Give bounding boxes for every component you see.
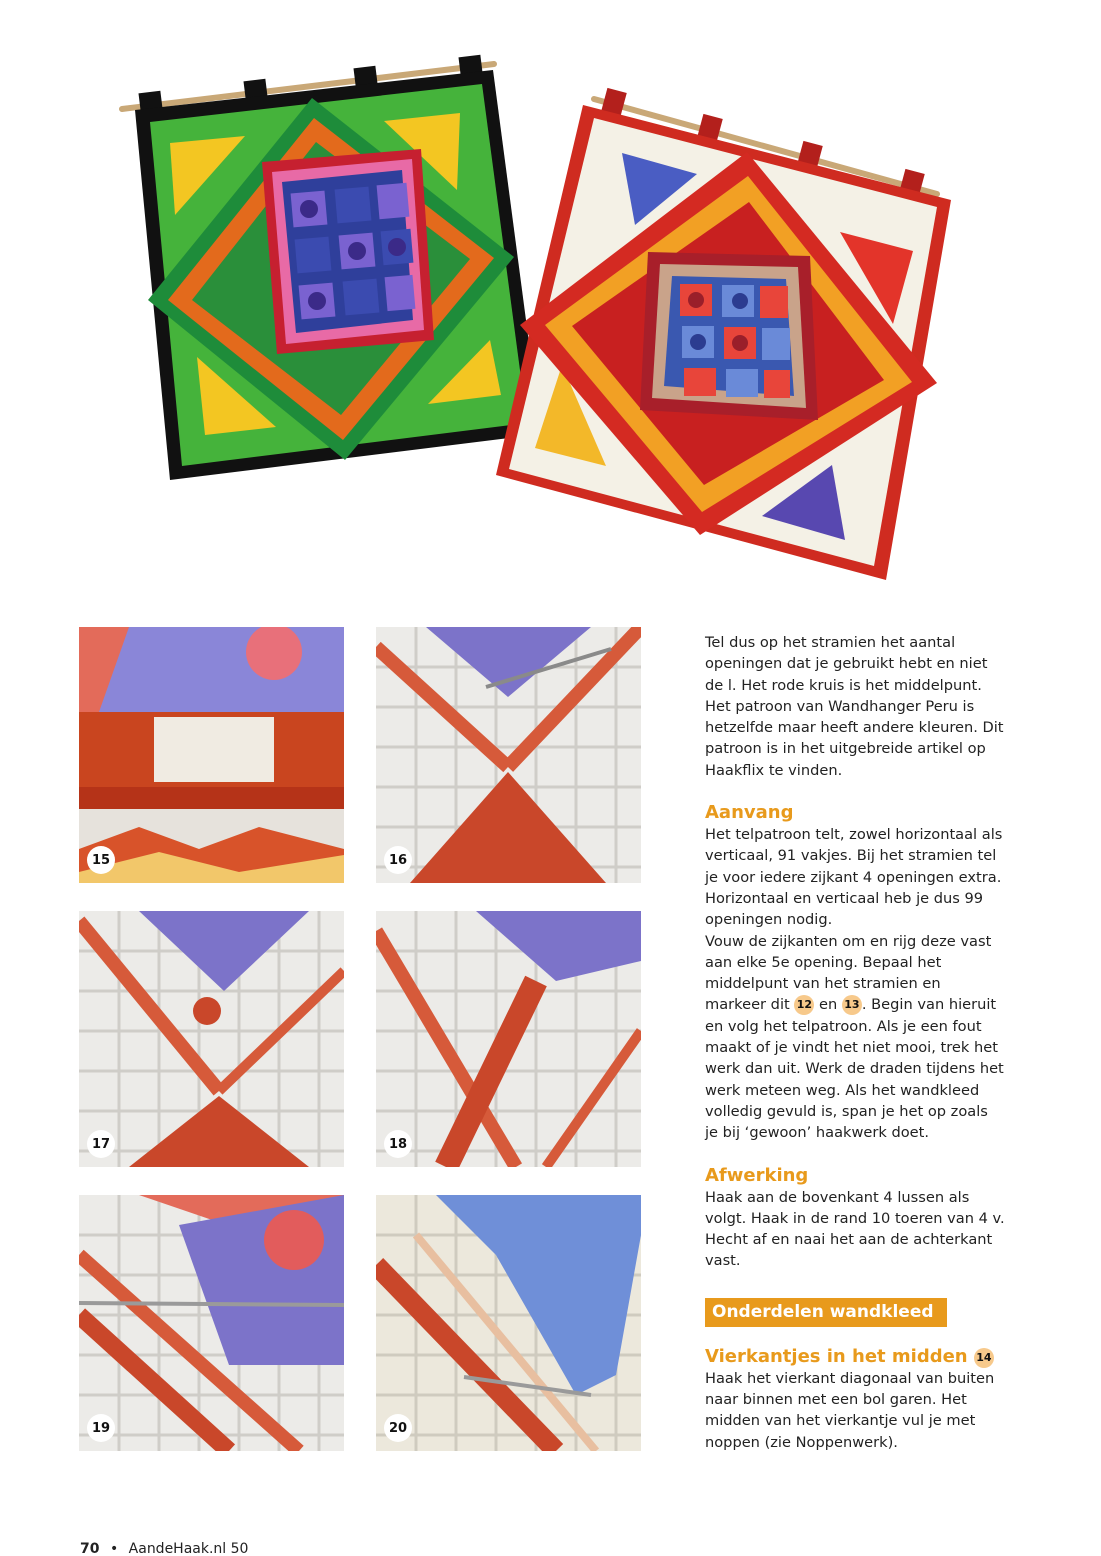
magazine-name: AandeHaak.nl 50 bbox=[128, 1541, 249, 1556]
photo-16-image bbox=[376, 627, 641, 883]
step-number-badge: 16 bbox=[384, 846, 412, 874]
step-photo-19 bbox=[79, 1195, 344, 1451]
afwerking-heading: Afwerking bbox=[705, 1164, 809, 1186]
photo-15-image bbox=[79, 627, 344, 883]
and-word: en bbox=[819, 996, 838, 1014]
green-wall-hanging bbox=[122, 55, 541, 480]
step-number-badge: 20 bbox=[384, 1414, 412, 1442]
photo-17-image bbox=[79, 911, 344, 1167]
vierkant-heading bbox=[705, 1346, 1005, 1368]
step-number-badge: 19 bbox=[87, 1414, 115, 1442]
step-photo-16 bbox=[376, 627, 641, 883]
vierkant-paragraph: Haak het vierkant diagonaal van buiten naar binnen met een bol garen. Het midden van het vierkantje vul je met noppen (zie Noppenwerk). bbox=[705, 1369, 995, 1451]
step-photo-15 bbox=[79, 627, 344, 883]
wall-hangings-illustration bbox=[0, 0, 1101, 600]
afwerking-paragraph: Haak aan de bovenkant 4 lussen als volgt. Haak in de rand 10 toeren van 4 v. Hecht af en naai het aan de achterkant vast. bbox=[705, 1188, 1005, 1270]
step-photo-18 bbox=[376, 911, 641, 1167]
article-text-column bbox=[705, 632, 1005, 1453]
photo-18-image bbox=[376, 911, 641, 1167]
hero-photo bbox=[0, 0, 1101, 600]
marker-13: 13 bbox=[842, 995, 862, 1015]
step-photo-17 bbox=[79, 911, 344, 1167]
footer-bullet: • bbox=[109, 1541, 119, 1556]
aanvang-heading: Aanvang bbox=[705, 802, 794, 824]
photo-20-image bbox=[376, 1195, 641, 1451]
red-white-wall-hanging bbox=[496, 88, 951, 580]
aanvang-paragraph-1: Het telpatroon telt, zowel horizontaal als verticaal, 91 vakjes. Bij het stramien tel je voor iedere zijkant 4 openingen extra. Horizontaal en verticaal heb je dus 99 openingen nodig. bbox=[705, 826, 1003, 929]
step-photo-20 bbox=[376, 1195, 641, 1451]
aanvang-paragraph-2 bbox=[705, 931, 1005, 1144]
aanvang-text-part-a: Vouw de zijkanten om en rijg deze vast aan elke 5e opening. Bepaal het middelpunt van het stramien en markeer dit bbox=[705, 932, 992, 1014]
page-number: 70 bbox=[80, 1541, 100, 1556]
page-footer bbox=[80, 1541, 248, 1556]
marker-14: 14 bbox=[974, 1348, 994, 1368]
step-number-badge: 18 bbox=[384, 1130, 412, 1158]
step-number-badge: 17 bbox=[87, 1130, 115, 1158]
step-number-badge: 15 bbox=[87, 846, 115, 874]
vierkant-heading-text: Vierkantjes in het midden bbox=[705, 1345, 968, 1367]
aanvang-text-part-b: . Begin van hieruit en volg het telpatroon. Als je een fout maakt of je vindt het niet mooi, trek het werk dan uit. Werk de draden tijdens het werk meteen weg. Als het wandkleed volledig gevuld is, span je het op zoals je bij ‘gewoon’ haakwerk doet. bbox=[705, 996, 1004, 1142]
section-bar: Onderdelen wandkleed bbox=[705, 1298, 947, 1327]
photo-19-image bbox=[79, 1195, 344, 1451]
marker-12: 12 bbox=[794, 995, 814, 1015]
intro-paragraph: Tel dus op het stramien het aantal openingen dat je gebruikt hebt en niet de l. Het rode kruis is het middelpunt. Het patroon van Wandhanger Peru is hetzelfde maar heeft andere kleuren. Dit patroon is in het uitgebreide artikel op Haakflix te vinden. bbox=[705, 634, 1004, 779]
